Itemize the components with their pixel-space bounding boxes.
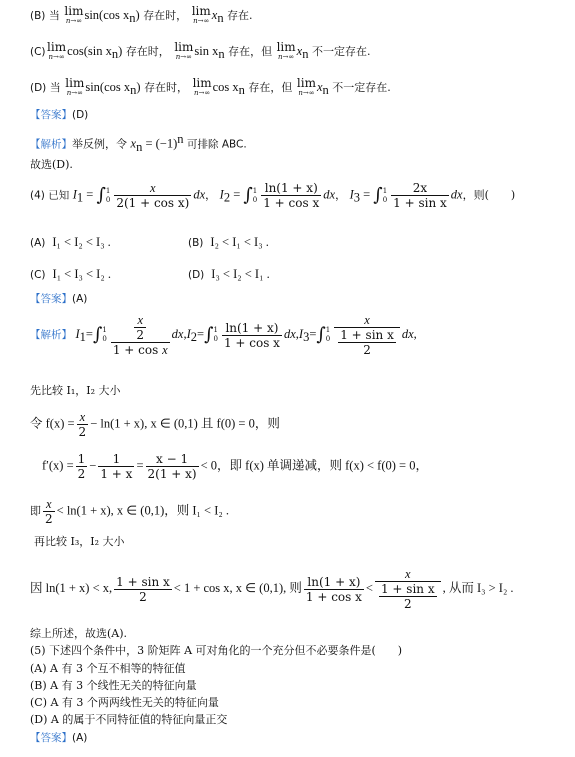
text: 存在，但: [248, 81, 293, 94]
text: 存在，但: [228, 45, 273, 58]
option-label: (B): [30, 10, 46, 22]
limit-symbol: lim n→∞: [174, 40, 194, 61]
answer-line: [30, 107, 88, 123]
step-4-line: 即 $\frac{x}{2}$ < ln(1 + x), x ∈ (0,1)，则 I₁ < I₂ .: [30, 497, 229, 526]
math-expr: sin x: [194, 44, 219, 58]
step-2-line: 令 f(x) = $\frac{x}{2}$ − ln(1 + x), x ∈ (0,1) 且 f(0) = 0，则: [30, 410, 280, 439]
analysis-line: 【解析】举反例，令 $x_n = (-1)^n$ 可排除 ABC.: [30, 132, 247, 154]
step-3-line: f′(x) = $\frac{1}{2}$ − $\frac{1}{1 + x}$ = $\frac{x - 1}{2(1 + x)}$ < 0，即 f(x) 单调递减，则 f(x) < f(0) = 0，: [42, 452, 428, 481]
q4-option-c: (C) I₁ < I₃ < I₂ .: [30, 267, 111, 281]
text: 存在.: [227, 9, 253, 22]
q5-option-c: (C) A 有 3 个两两线性无关的特征向量: [30, 696, 219, 709]
text: 再比较 I₃，I₂ 大小: [34, 535, 125, 548]
limit-symbol: lim n→∞: [47, 40, 67, 61]
text: 存在时，: [144, 81, 189, 94]
answer-value: (A): [72, 732, 88, 744]
question-5-line: [30, 643, 402, 659]
option-label: (D): [30, 82, 47, 94]
question-label: (4) 已知: [30, 189, 70, 202]
fraction: $\frac{\frac{x}{2}}{\text{1 + cos x}}$: [112, 313, 168, 357]
text: 不一定存在.: [332, 81, 391, 94]
answer-value: (D): [72, 109, 89, 121]
step-5-line: [34, 534, 125, 550]
limit-symbol: lim n→∞: [65, 76, 85, 97]
math-expr: cos x: [212, 80, 239, 94]
text: 综上所述，故选(A).: [30, 627, 128, 640]
conclusion-line: [30, 626, 127, 642]
text: 当: [48, 9, 60, 22]
q5-option-a: (A) A 有 3 个互不相等的特征值: [30, 662, 186, 675]
limit-symbol: lim n→∞: [191, 4, 211, 25]
limit-symbol: lim n→∞: [192, 76, 212, 97]
q5-option-d: (D) A 的属于不同特征值的特征向量正交: [30, 713, 228, 726]
question-4-line: (4) 已知 $I_1$ = ∫ 1 0 $\frac{x}{\text{2(1 + cos x)}}$ dx， $I_2$ = ∫ 1 0 $\frac{\ln(1 + x)}{\text{1 + cos x}}$ dx， $I_3$ = ∫ 1 0 $\frac{2x}{\text{1 + sin x}}$ dx，则( ): [30, 181, 516, 210]
q5-option-b: (B) A 有 3 个线性无关的特征向量: [30, 679, 197, 692]
conclusion-line: [30, 157, 73, 173]
text: 可排除 ABC.: [187, 138, 247, 151]
question-text: (5) 下述四个条件中，3 阶矩阵 A 可对角化的一个充分但不必要条件是( ): [30, 644, 403, 657]
math-expr: sin(cos x: [84, 8, 130, 22]
text: 存在时，: [143, 9, 188, 22]
text: 不一定存在.: [311, 45, 371, 58]
answer-line: [30, 730, 87, 746]
answer-tag: 【答案】: [30, 109, 72, 121]
answer-tag: 【答案】: [30, 293, 72, 305]
option-label: (C): [30, 46, 46, 58]
limit-symbol: lim n→∞: [64, 4, 84, 25]
limit-symbol: lim n→∞: [276, 40, 296, 61]
text: 故选(D).: [30, 158, 73, 171]
math-expr: sin(cos x: [85, 80, 131, 94]
answer-value: (A): [72, 293, 88, 305]
text: 举反例，令: [72, 137, 127, 151]
option-d-line: (D) 当 lim n→∞ sin(cos $x_n$) 存在时， lim n→∞ $\cos x_n$ 存在，但 lim n→∞ $x_n$ 不一定存在.: [30, 76, 391, 98]
q4-option-a: (A) I₁ < I₂ < I₃ .: [30, 235, 111, 249]
q4-option-b: (B) I₂ < I₁ < I₃ .: [188, 235, 269, 249]
fraction: $\frac{x}{2}$: [78, 410, 87, 439]
analysis-2-line: 【解析】 $I_1=\int$ 1 0 $\frac{\frac{x}{2}}{\text{1 + cos x}}$ $dx,I_2=\int$ 1 0 $\frac{\ln(1 + x)}{\text{1 + cos x}}$ $dx,I_3=\int$ 1 0 $\frac{x}{\frac{\text{1 + sin x}}{2}}$ dx,: [30, 313, 417, 357]
fraction: $\frac{x}{\frac{\text{1 + sin x}}{2}}$: [334, 313, 400, 357]
answer-line: [30, 291, 87, 307]
answer-tag: 【答案】: [30, 732, 72, 744]
analysis-tag: 【解析】: [30, 329, 72, 341]
math-expr: cos(sin x: [67, 44, 112, 58]
limit-symbol: lim n→∞: [296, 76, 316, 97]
step-1-line: [30, 383, 121, 399]
fraction: $\frac{2x}{\text{1 + sin x}}$: [393, 181, 447, 210]
text: 存在时，: [125, 45, 170, 58]
fraction: $\frac{\ln(1 + x)}{\text{1 + cos x}}$: [263, 181, 320, 210]
analysis-tag: 【解析】: [30, 138, 72, 151]
step-6-line: 因 ln(1 + x) < x, $\frac{\text{1 + sin x}}{2}$ < 1 + cos x, x ∈ (0,1), 则 $\frac{\ln(1 + x)}{\text{1 + cos x}}$ < $\frac{x}{\frac{\text{1 + sin x}}{2}}$ , 从而 I₃ > I₂ .: [30, 567, 514, 611]
q4-option-d: (D) I₃ < I₂ < I₁ .: [188, 267, 270, 281]
text: 先比较 I₁，I₂ 大小: [30, 384, 121, 397]
text: 当: [49, 81, 61, 94]
option-b-line: (B) 当 lim n→∞ sin(cos $x_n$) 存在时， lim n→∞ $x_n$ 存在.: [30, 4, 253, 26]
fraction: $\frac{\ln(1 + x)}{\text{1 + cos x}}$: [223, 320, 280, 350]
option-c-line: (C) lim n→∞ cos(sin $x_n$) 存在时， lim n→∞ $\sin x_n$ 存在，但 lim n→∞ $x_n$ 不一定存在.: [30, 40, 371, 62]
fraction: $\frac{x}{\text{2(1 + cos x)}}$: [116, 181, 190, 210]
